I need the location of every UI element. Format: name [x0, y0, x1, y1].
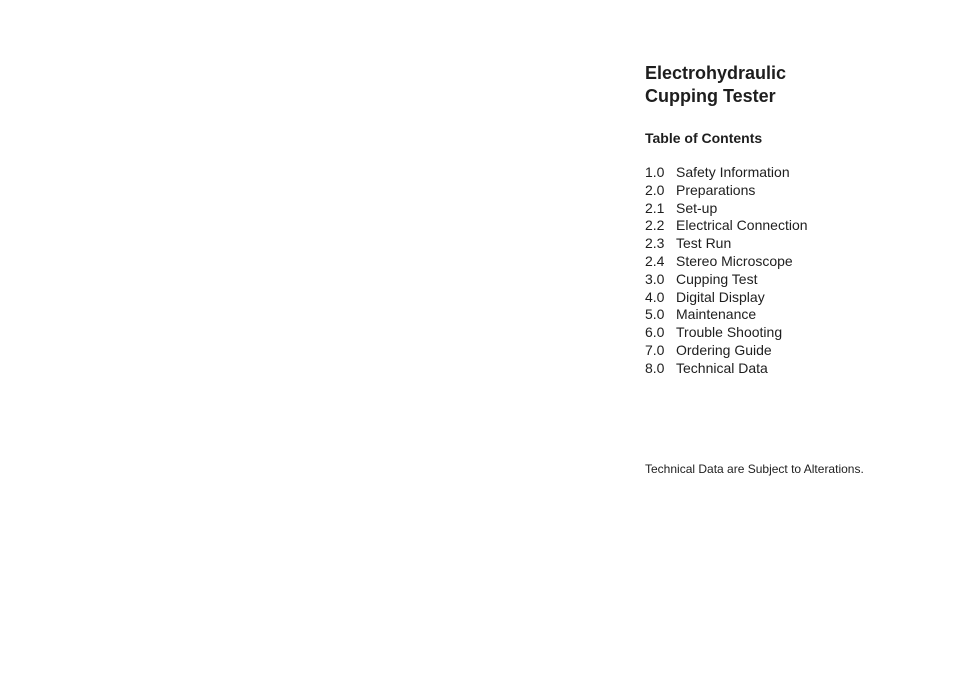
toc-item: [645, 324, 935, 342]
toc-item-number: 2.1: [645, 199, 665, 216]
alterations-footnote: Technical Data are Subject to Alterations.: [645, 462, 864, 476]
toc-item-label: Maintenance: [676, 306, 757, 323]
title-line-2: Cupping Tester: [645, 86, 776, 106]
toc-item: [645, 200, 935, 218]
title-line-1: Electrohydraulic: [645, 63, 787, 83]
toc-item-label: Preparations: [676, 181, 756, 198]
toc-item-label: Technical Data: [676, 359, 768, 376]
toc-item: [645, 235, 935, 253]
toc-item-number: 6.0: [645, 324, 665, 341]
toc-item-label: Digital Display: [676, 288, 765, 305]
toc-item-number: 2.3: [645, 235, 665, 252]
table-of-contents: [645, 164, 935, 378]
toc-item: [645, 182, 935, 200]
toc-item-number: 8.0: [645, 359, 665, 376]
toc-item: [645, 217, 935, 235]
toc-heading: Table of Contents: [645, 130, 763, 146]
toc-item-label: Ordering Guide: [676, 341, 772, 358]
contents-column: [645, 62, 935, 378]
toc-item: [645, 253, 935, 271]
toc-item-number: 1.0: [645, 164, 665, 180]
toc-item-number: 2.2: [645, 217, 665, 234]
document-title: [645, 62, 935, 108]
toc-item-label: Set-up: [676, 199, 718, 216]
toc-item-label: Electrical Connection: [676, 217, 808, 234]
toc-item-label: Test Run: [676, 235, 732, 252]
toc-item: [645, 360, 935, 378]
toc-item: [645, 164, 935, 182]
toc-item-label: Safety Information: [676, 164, 790, 180]
toc-item: [645, 306, 935, 324]
toc-item: [645, 271, 935, 289]
toc-item-number: 4.0: [645, 288, 665, 305]
toc-item-number: 2.0: [645, 181, 665, 198]
toc-item-number: 5.0: [645, 306, 665, 323]
toc-item-number: 2.4: [645, 252, 665, 269]
toc-item-label: Cupping Test: [676, 270, 758, 287]
toc-item-label: Trouble Shooting: [676, 324, 783, 341]
toc-item: [645, 289, 935, 307]
toc-item-label: Stereo Microscope: [676, 252, 793, 269]
toc-item: [645, 342, 935, 360]
toc-item-number: 3.0: [645, 270, 665, 287]
toc-item-number: 7.0: [645, 341, 665, 358]
